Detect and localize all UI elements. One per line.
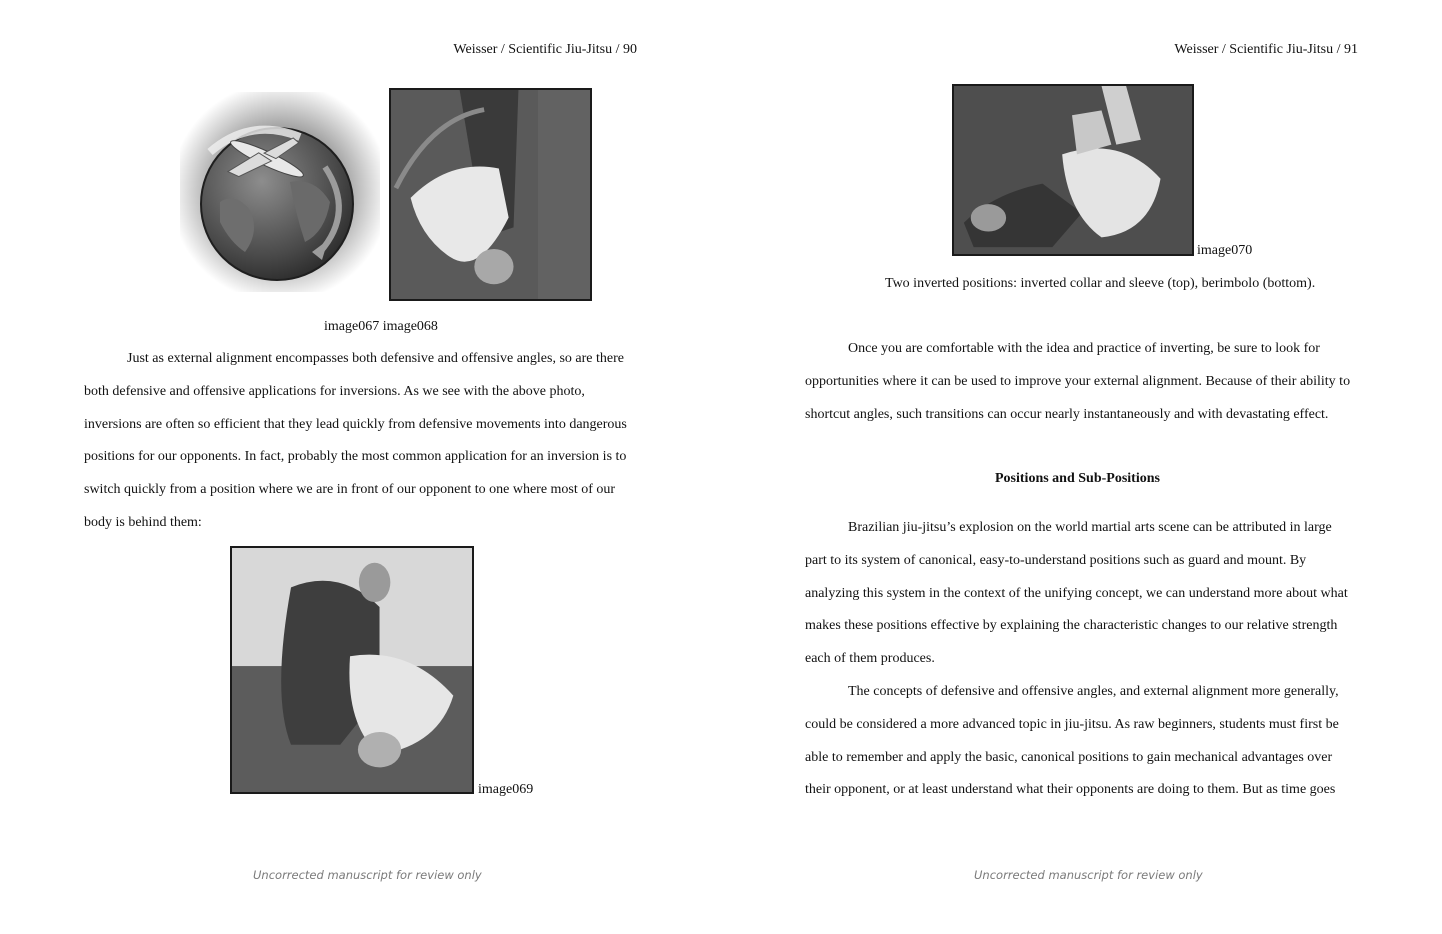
image-label-image070: image070	[1197, 243, 1253, 258]
text-line: Once you are comfortable with the idea and practice of inverting, be sure to look for	[848, 341, 1320, 356]
text-line: The concepts of defensive and offensive angles, and external alignment more generally,	[848, 683, 1339, 699]
text-line: able to remember and apply the basic, canonical positions to gain mechanical advantages over	[805, 749, 1333, 765]
text-line: analyzing this system in the context of the unifying concept, we can understand more about what	[805, 585, 1348, 601]
text-line: switch quickly from a position where we are in front of our opponent to one where most of our	[84, 482, 616, 498]
text-line: their opponent, or at least understand what their opponents are doing to them. But as time goes	[805, 782, 1336, 798]
review-watermark-footer: Uncorrected manuscript for review only	[253, 868, 482, 882]
review-watermark-footer: Uncorrected manuscript for review only	[974, 868, 1203, 882]
text-line: makes these positions effective by explaining the characteristic changes to our relative strength	[805, 618, 1338, 634]
page-header: Weisser / Scientific Jiu-Jitsu / 91	[1174, 42, 1358, 57]
text-line: part to its system of canonical, easy-to-understand positions such as guard and mount. By	[805, 552, 1307, 568]
text-line: shortcut angles, such transitions can occur nearly instantaneously and with devastating effect.	[805, 406, 1329, 422]
right-page	[721, 0, 1442, 934]
body-paragraph	[84, 343, 634, 540]
text-line: each of them produces.	[805, 651, 935, 667]
globe-airplane-icon	[180, 92, 380, 292]
figure-caption: Two inverted positions: inverted collar and sleeve (top), berimbolo (bottom).	[885, 276, 1316, 291]
inversion-photo-image069	[230, 546, 474, 794]
text-line: Brazilian jiu-jitsu’s explosion on the world martial arts scene can be attributed in large	[848, 520, 1332, 535]
page-header: Weisser / Scientific Jiu-Jitsu / 90	[453, 42, 637, 57]
inversion-photo-image068	[389, 88, 592, 301]
body-paragraph-2	[805, 512, 1361, 807]
text-line: could be considered a more advanced topic in jiu-jitsu. As raw beginners, students must first be	[805, 716, 1339, 732]
text-line: body is behind them:	[84, 514, 202, 530]
text-line: both defensive and offensive applications for inversions. As we see with the above photo,	[84, 383, 585, 399]
text-line: Just as external alignment encompasses both defensive and offensive angles, so are there	[127, 351, 624, 366]
text-line: positions for our opponents. In fact, probably the most common application for an inversion is to	[84, 449, 627, 465]
section-heading: Positions and Sub-Positions	[995, 471, 1160, 486]
figure-caption-top: image067 image068	[324, 319, 438, 334]
text-line: inversions are often so efficient that they lead quickly from defensive movements into dangerous	[84, 416, 627, 432]
body-paragraph-1	[805, 333, 1361, 431]
image-label-image069: image069	[478, 782, 534, 797]
text-line: opportunities where it can be used to improve your external alignment. Because of their ability to	[805, 373, 1351, 389]
inverted-positions-photo-image070	[952, 84, 1194, 256]
